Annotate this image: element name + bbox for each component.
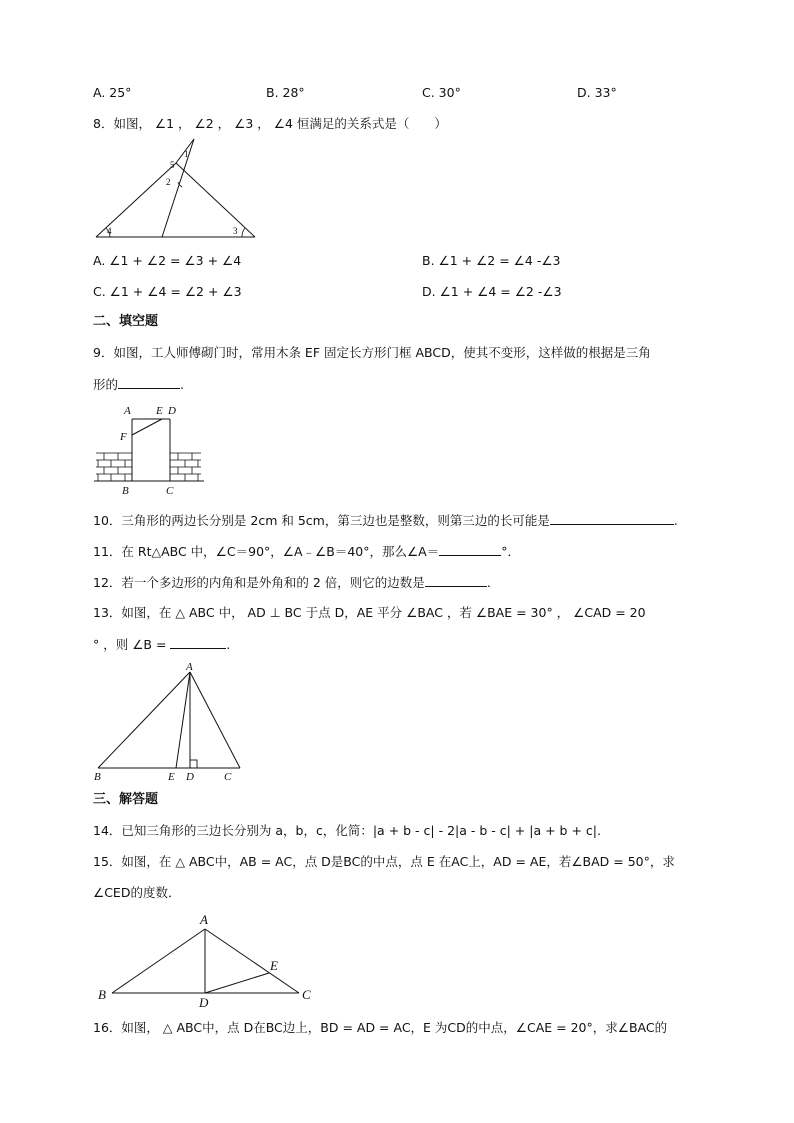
q10-end: . <box>673 513 678 528</box>
q8-angle-2-label: 2 <box>166 177 171 187</box>
q15-label-d: D <box>199 995 209 1010</box>
q8-option-c: C. ∠1 + ∠4 = ∠2 + ∠3 <box>93 284 242 299</box>
q15-label-a: A <box>200 912 208 927</box>
q7-option-d: D. 33° <box>577 85 617 100</box>
q13-label-c: C <box>224 771 232 783</box>
q15-label-e: E <box>270 958 278 973</box>
q12-text: 12．若一个多边形的内角和是外角和的 2 倍，则它的边数是 <box>93 575 425 590</box>
q9-label-e: E <box>156 405 163 417</box>
q14: 14．已知三角形的三边长分别为 a，b，c，化简：|a + b - c| - 2|a - b - c| + |a + b + c|. <box>93 823 601 838</box>
q13-line-2-end: . <box>226 637 231 652</box>
q9-door-figure <box>94 403 204 498</box>
q8-option-a: A. ∠1 + ∠2 = ∠3 + ∠4 <box>93 253 242 268</box>
q9-label-d: D <box>168 405 176 417</box>
q8-angle-4-label: 4 <box>107 226 112 236</box>
q13-line-2 <box>93 636 230 653</box>
q8-figure <box>90 135 265 241</box>
q12-answer-blank[interactable] <box>425 574 487 587</box>
q9-line-2 <box>93 376 184 393</box>
q15-label-b: B <box>98 987 106 1002</box>
q9-label-f: F <box>120 431 127 443</box>
q9-label-b: B <box>122 485 129 497</box>
q12 <box>93 574 491 591</box>
section-2-title: 二、填空题 <box>93 314 159 329</box>
q8-angle-1-label: 1 <box>184 149 189 159</box>
q8-option-d: D. ∠1 + ∠4 = ∠2 -∠3 <box>422 284 562 299</box>
q13-triangle-figure <box>90 660 250 782</box>
q9-line-2-end: . <box>180 377 184 392</box>
q13-label-a: A <box>186 661 193 673</box>
q13-line-2-text: ° ，则 ∠B = <box>93 637 171 652</box>
q10 <box>93 512 678 529</box>
q7-option-c: C. 30° <box>422 85 461 100</box>
q15-line-2: ∠CED的度数． <box>93 885 181 900</box>
q15-line-1: 15．如图，在 △ ABC中，AB = AC，点 D是BC的中点，点 E 在AC上，AD = AE，若∠BAD = 50°，求 <box>93 854 675 869</box>
q13-label-b: B <box>94 771 101 783</box>
q7-option-a: A. 25° <box>93 85 132 100</box>
q9-line-2-text: 形的 <box>93 377 119 392</box>
q11-text: 11．在 Rt△ABC 中，∠C＝90°，∠A﹣∠B＝40°，那么∠A＝ <box>93 544 440 559</box>
q8-option-b: B. ∠1 + ∠2 = ∠4 -∠3 <box>422 253 561 268</box>
q13-label-e: E <box>168 771 175 783</box>
q16: 16．如图， △ ABC中，点 D在BC边上，BD = AD = AC，E 为CD的中点，∠CAE = 20°，求∠BAC的 <box>93 1020 668 1035</box>
q10-answer-blank[interactable] <box>550 512 674 525</box>
q13-label-d: D <box>186 771 194 783</box>
q8-angle-5-label: 5 <box>170 160 175 170</box>
q10-text: 10．三角形的两边长分别是 2cm 和 5cm，第三边也是整数，则第三边的长可能是 <box>93 513 550 528</box>
q8-angle-3-label: 3 <box>233 226 238 236</box>
q7-option-b: B. 28° <box>266 85 305 100</box>
q9-answer-blank[interactable] <box>118 376 180 389</box>
q13-answer-blank[interactable] <box>170 636 226 649</box>
q11-answer-blank[interactable] <box>439 543 501 556</box>
q15-label-c: C <box>302 987 311 1002</box>
q9-label-a: A <box>124 405 131 417</box>
q11-end: °． <box>501 544 520 559</box>
q13-line-1: 13．如图，在 △ ABC 中， AD ⊥ BC 于点 D，AE 平分 ∠BAC ，若 ∠BAE = 30° ， ∠CAD = 20 <box>93 605 646 620</box>
q12-end: . <box>486 575 491 590</box>
q15-triangle-figure <box>94 910 324 1010</box>
q9-line-1: 9．如图，工人师傅砌门时，常用木条 EF 固定长方形门框 ABCD，使其不变形，这样做的根据是三角 <box>93 345 651 360</box>
q9-label-c: C <box>166 485 174 497</box>
q11 <box>93 543 520 560</box>
q8-stem: 8．如图， ∠1 ， ∠2 ， ∠3 ， ∠4 恒满足的关系式是（ ） <box>93 116 447 131</box>
section-3-title: 三、解答题 <box>93 792 159 807</box>
